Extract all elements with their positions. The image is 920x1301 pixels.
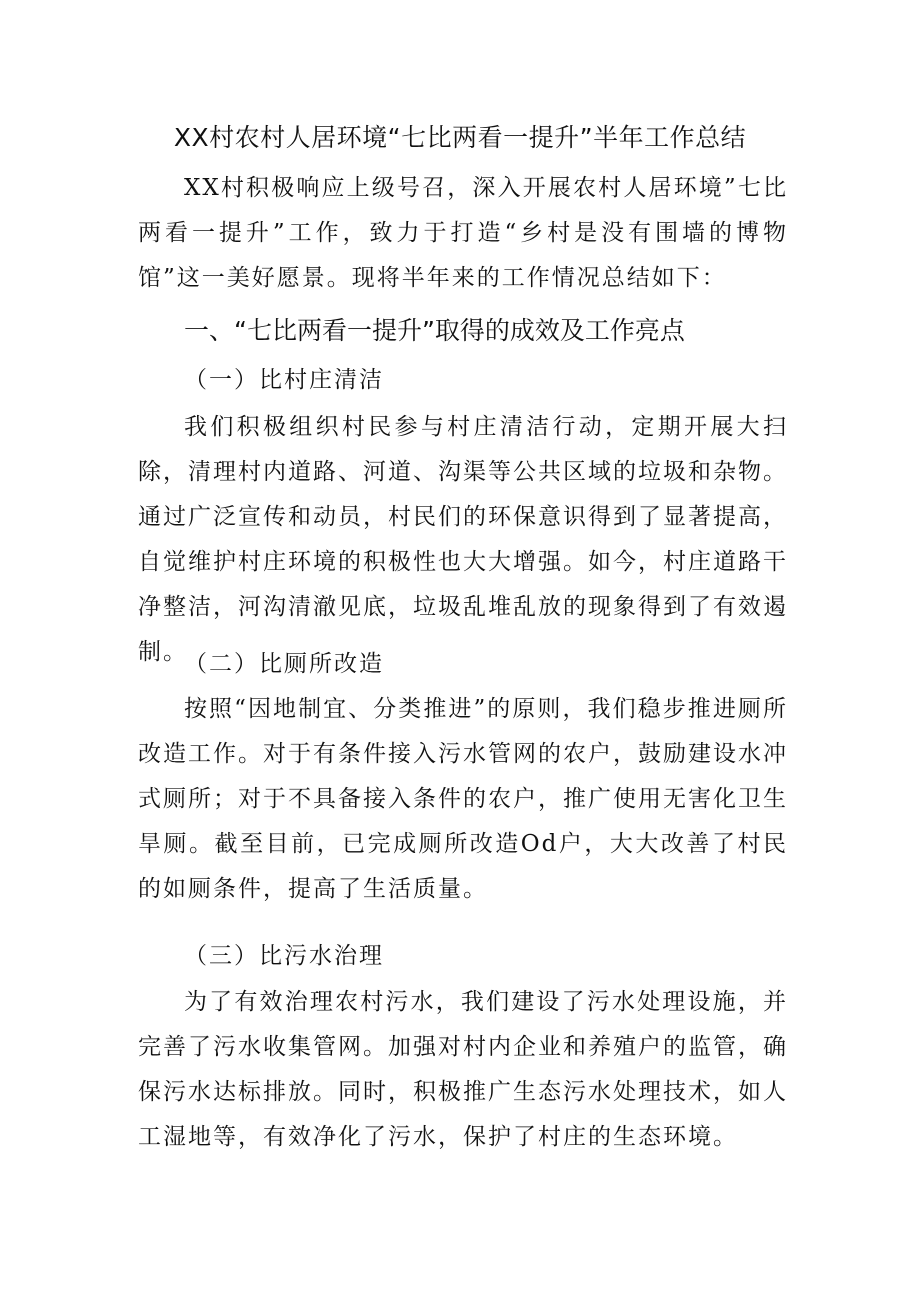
subsection-2-heading: （二）比厕所改造	[184, 651, 384, 677]
subsection-2-paragraph: 按照“因地制宜、分类推进”的原则，我们稳步推进厕所改造工作。对于有条件接入污水管网的农户，鼓励建设水冲式厕所；对于不具备接入条件的农户，推广使用无害化卫生旱厕。截至目前，已完成厕所改造Od户，大大改善了村民的如厕条件，提高了生活质量。	[138, 696, 788, 902]
subsection-1-paragraph: 我们积极组织村民参与村庄清洁行动，定期开展大扫除，清理村内道路、河道、沟渠等公共区域的垃圾和杂物。通过广泛宣传和动员，村民们的环保意识得到了显著提高，自觉维护村庄环境的积极性也大大增强。如今，村庄道路干净整洁，河沟清澈见底，垃圾乱堆乱放的现象得到了有效遏制。	[138, 414, 788, 665]
document-title: XX村农村人居环境“七比两看一提升”半年工作总结	[173, 123, 747, 152]
section-1-heading: 一、“七比两看一提升”取得的成效及工作亮点	[184, 316, 685, 345]
subsection-3-heading: （三）比污水治理	[184, 943, 384, 969]
subsection-3-paragraph: 为了有效治理农村污水，我们建设了污水处理设施，并完善了污水收集管网。加强对村内企业和养殖户的监管，确保污水达标排放。同时，积极推广生态污水处理技术，如人工湿地等，有效净化了污水，保护了村庄的生态环境。	[138, 989, 788, 1150]
subsection-1-heading: （一）比村庄清洁	[184, 367, 384, 393]
intro-paragraph: XX村积极响应上级号召，深入开展农村人居环境”七比两看一提升”工作，致力于打造“乡村是没有围墙的博物馆”这一美好愿景。现将半年来的工作情况总结如下：	[138, 175, 788, 291]
